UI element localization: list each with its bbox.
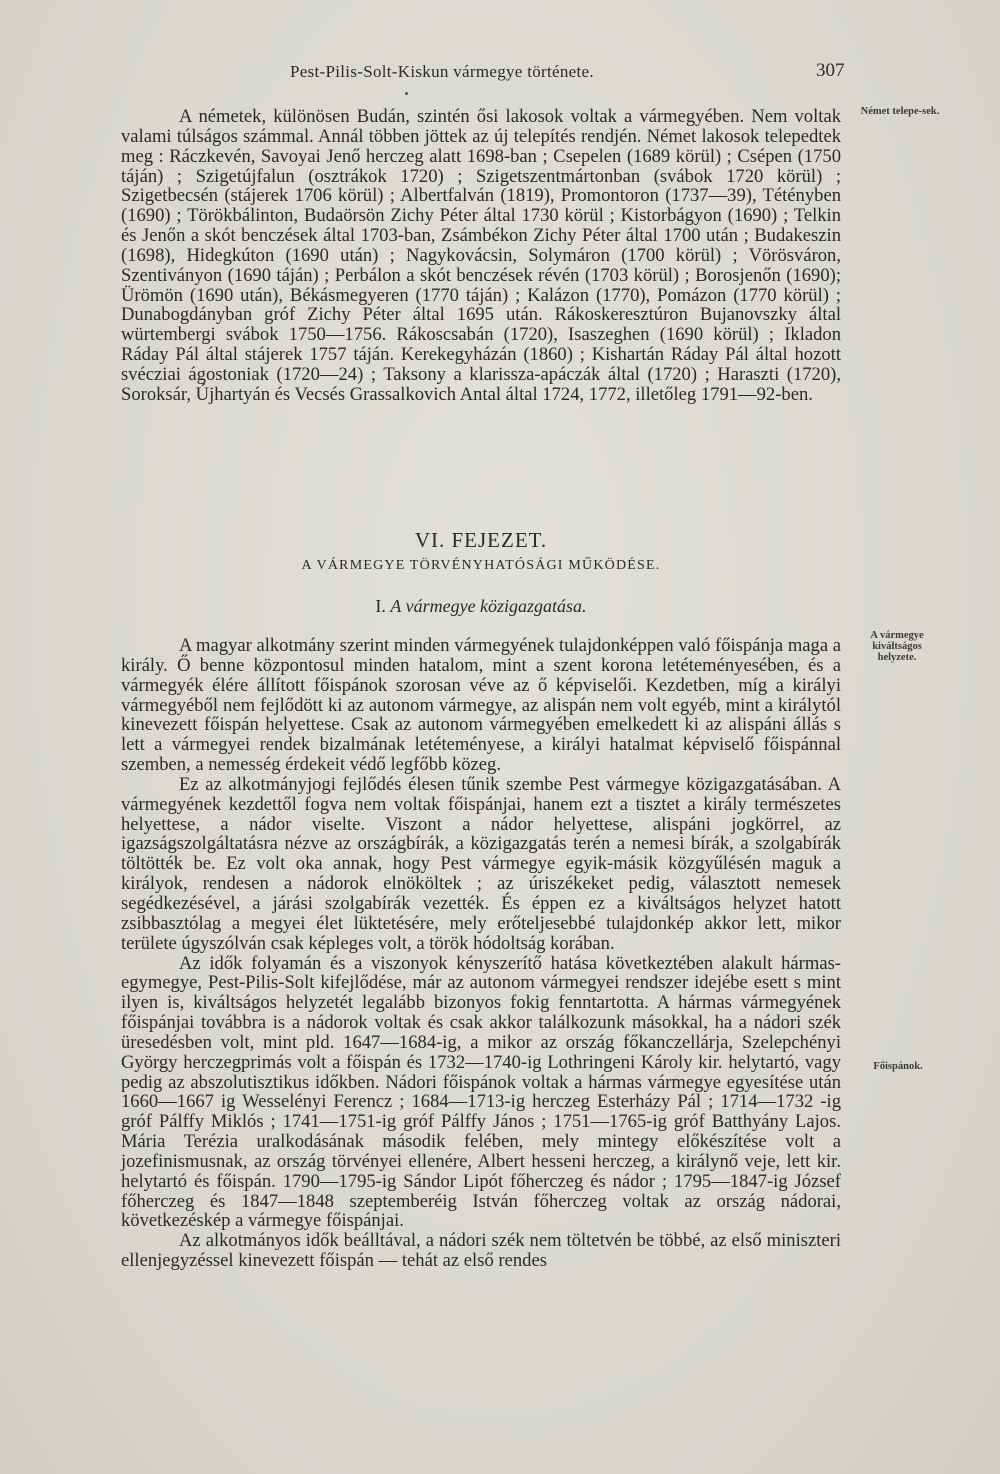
section-nemet-telepesek [121, 107, 841, 405]
section-number: I. [375, 596, 386, 616]
page-number: 307 [816, 60, 845, 81]
page-header [0, 62, 1000, 86]
running-title: Pest-Pilis-Solt-Kiskun vármegye története. [290, 62, 594, 81]
margin-note-varmegye-helyzete: A vármegye kiváltságos helyzete. [870, 630, 924, 663]
section-title: A vármegye közigazgatása. [390, 596, 587, 616]
margin-note-nemet-telepesek: Német telepe-sek. [860, 106, 940, 117]
section-kozigazgatas [121, 636, 841, 1271]
paragraph: A magyar alkotmány szerint minden vármegyének tulajdonképpen való főispánja maga a király. Ő benne központosul minden hatalom, mint a szent korona letéteményesében, és a vármegyék élére állított főispánok szorosan véve az ő képviselői. Kezdetben, míg a királyi vármegyéből nem fejlődött ki az autonom vármegye, az alispán nem volt egyéb, mint a királytól kinevezett főispán helyettese. Csak az autonom vármegyében emelkedett ki az alispáni állás s lett a vármegyei rendek bizalmának letéteményese, a királyi hatalmat képviselő főispánnal szemben, a nemesség érdekeit védő legfőbb közeg. [121, 635, 841, 776]
margin-note-foispanok: Főispánok. [873, 1061, 923, 1072]
chapter-title: A VÁRMEGYE TÖRVÉNYHATÓSÁGI MŰKÖDÉSE. [301, 558, 661, 573]
paragraph: Az idők folyamán és a viszonyok kényszerítő hatása következtében alakult hármas-egymegye, Pest-Pilis-Solt kifejlődése, már az autonom vármegyei rendszer idejébe esett s mint ilyen is, kiváltságos helyzetét legalább bizonyos fokig fenntartotta. A hármas vármegyének főispánjai továbbra is a nádorok voltak és csak akkor találkozunk másokkal, ha a nádori szék üresedésben volt, mint pld. 1647—1684-ig, a mikor az ország főkanczellárja, Szelepchényi György herczegprimás volt a főispán és 1732—1740-ig Lothringeni Károly kir. helytartó, vagy pedig az abszolutisztikus időkben. Nádori főispánok voltak a hármas vármegye egyesítése után 1660—1667 ig Wesselényi Ferencz ; 1684—1713-ig herczeg Esterházy Pál ; 1714—1732 -ig gróf Pálffy Miklós ; 1741—1751-ig gróf Pálffy János ; 1751—1765-ig gróf Batthyány Lajos. Mária Terézia uralkodásának második felében, mely mintegy előkészítése volt a jozefinismusnak, az ország törvényei ellenére, Albert hesseni herczeg, a királynő veje, lett kir. helytartó és főispán. 1790—1795-ig Sándor Lipót főherczeg és nádor ; 1795—1847-ig József főherczeg és 1847—1848 szeptemberéig István főherczeg voltak az ország nádorai, következéskép a vármegye főispánjai. [121, 952, 841, 1232]
paragraph: A németek, különösen Budán, szintén ősi lakosok voltak a vármegyében. Nem voltak valami túlságos számmal. Annál többen jöttek az új telepítés rendjén. Német lakosok telepedtek meg : Ráczkevén, Savoyai Jenő herczeg alatt 1698-ban ; Csepelen (1689 körül) ; Csépen (1750 táján) ; Szigetújfalun (osztrákok 1720) ; Szigetszentmártonban (svábok 1720 körül) ; Szigetbecsén (stájerek 1706 körül) ; Albertfalván (1819), Promontoron (1737—39), Tétényben (1690) ; Törökbálinton, Budaörsön Zichy Péter által 1730 körül ; Kistorbágyon (1690) ; Telkin és Jenőn a skót benczések által 1703-ban, Zsámbékon Zichy Péter által 1700 után ; Budakeszin (1698), Hidegkúton (1690 után) ; Nagykovácsin, Solymáron (1700 körül) ; Vörösváron, Szentiványon (1690 táján) ; Perbálon a skót benczések révén (1703 körül) ; Borosjenőn (1690); Ürömön (1690 után), Békásmegyeren (1770 táján) ; Kalázon (1770), Pomázon (1770 körül) ; Dunabogdányban gróf Zichy Péter által 1695 után. Rákoskeresztúron Bujanovszky által würtembergi svábok 1750—1756. Rákoscsabán (1720), Isaszeghen (1690 körül) ; Ikladon Ráday Pál által stájerek 1757 táján. Kerekegyházán (1860) ; Kishartán Ráday Pál által hozott svécziai ágostoniak (1720—24) ; Taksony a klarissza-apáczák által (1720) ; Haraszti (1720), Soroksár, Újhartyán és Vecsés Grassalkovich Antal által 1724, 1772, illetőleg 1791—92-ben. [121, 106, 841, 405]
section-heading [121, 596, 841, 617]
chapter-number: VI. FEJEZET. [414, 528, 548, 552]
print-speck [405, 92, 408, 95]
paragraph: Az alkotmányos idők beálltával, a nádori szék nem töltetvén be többé, az első miniszteri ellenjegyzéssel kinevezett főispán — tehát az első rendes [121, 1230, 841, 1272]
paragraph: Ez az alkotmányjogi fejlődés élesen tűnik szembe Pest vármegye közigazgatásában. A vármegyének kezdettől fogva nem voltak főispánjai, hanem ezt a tisztet a király természetes helyettese, a nádor viselte. Viszont a nádor helyettese, alispáni jogkörrel, az igazságszolgáltatásra nézve az országbírák, a közigazgatás terén a nemesi bírák, a szolgabírák töltötték be. Ez volt oka annak, hogy Pest vármegye egyik-másik közgyűlésén maguk a királyok, rendesen a nádorok elnököltek ; az úriszékeket pedig, választott nemesek segédkezésével, a járási szolgabírák vezették. És éppen ez a kiváltságos helyzet hatott zsibbasztólag a megyei élet lüktetésére, mely erőteljesebbé tulajdonkép akkor lett, mikor területe úgyszólván csak képleges volt, a török hódoltság korában. [121, 773, 841, 954]
